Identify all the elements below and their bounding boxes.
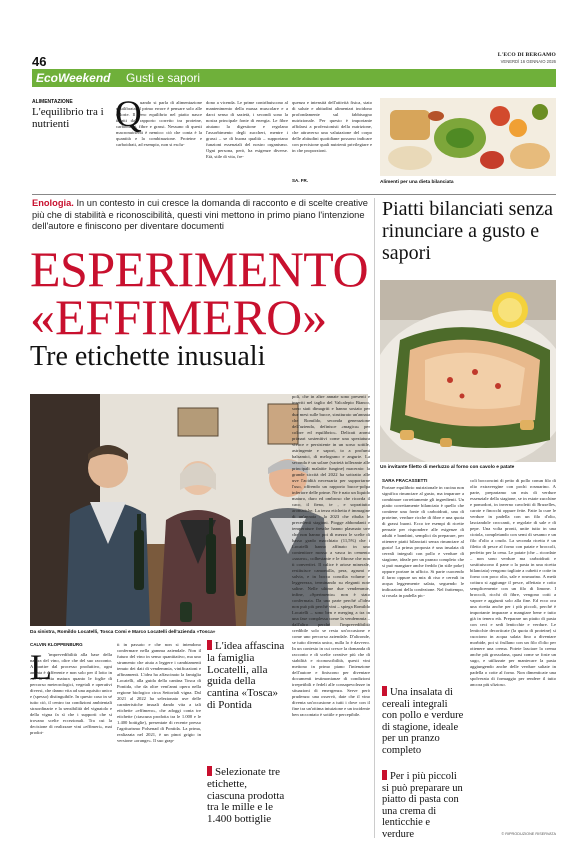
sidebar-col-3: quenza e intensità dell'attività fisica, stato di salute e abitudini alimentari incidono profondamente sul fabbisogno nutrizionale. Per questo è importante affidarsi a professionisti della nutrizione, che attraverso una valutazione del corpo delle abitudini quotidiane possono indicare con precisione quali nutrienti privilegiare e in che proporzioni.	[292, 100, 372, 153]
section-brand: EcoWeekend	[36, 71, 111, 85]
wine-col-2: ti in passato e che non si intendono confermare nella gamma aziendale. Non il futuro del vino in senso quantitativo, ma uno strumento che aiuta a leggere i cambiamenti tenuto dei dati di vendemmia, vinificazioni e affinamenti. L'idea ha affascinato la famiglia Locatelli, alla guida della cantina Tosca di Pontida, che da oltre vent'anni opera nella regione biologico circa Settoriali vigna. Dal 2021 al 2022 ha selezionato uve delle caratteristiche insuali dando vita a tali etichette «effimero», che adoggi conta tre etichette (ciascuna prodotta tra le 1.000 e le 1.400 bottiglie), presentate di recente presso l'agriturismo Polsenad di Pontida. La prima, realizzata nel 2021, è un pinot grigio in versione «orange». Il suo grap-	[117, 642, 201, 743]
top-divider	[32, 194, 556, 195]
sidebar-title: L'equilibrio tra i nutrienti	[32, 106, 104, 130]
fish-pullquote-1: Una insalata di cereali integrali con pollo e verdure di stagione, ideale per un pranzo completo	[382, 687, 464, 756]
pullquote-marker	[207, 640, 212, 650]
sidebar-col-1: uando si parla di alimentazione equilibrata, il primo errore è pensare solo alle calorie. Il vero equilibrio nel piatto nasce infatti dal rapporto corretto tra proteine, carboidrati, fibre e grassi. Nessuno di questi macronutrienti è nemico: ciò che conta è la quantità e la combinazione. Proteine e carboidrati, ad esempio, non si esclu-	[116, 100, 202, 147]
pullquote-marker	[207, 766, 212, 776]
sidebar-dropcap: Q	[115, 94, 142, 135]
fish-dish-illustration	[380, 280, 556, 462]
copyright-footer: © RIPRODUZIONE RISERVATA	[501, 832, 556, 836]
fish-col-2: coli bocconcini di petto di pollo conun filo di olio extravergine con pochi rosmarino. A parte, prepariamo un mix di verdure essenziale della stagione, se in estate zucchine e pomodori, in inverno cavoletti di Bruxelles, carote e finocchi oppure fette. Fatte la cure le verdure in padella con un filo d'olio, lasciandole croccanti, e regolate di sale e di pepe. Una volta pronti, unite tutto in una ciotola, completando con semi di sesamo e un filo d'olio a crudo. La seconda ricetta è un filetto di pesce al forno con patate e broccoli, perfetto per la cena. Le patate (che – ricordate – non sono verdure ma carboidrati e sostituiscono il pane o la pasta in una ricetta bilanciata) vengono tagliate a cubetti e cotte in forno con poco olio, sale e rosmarino. A metà cottura si aggiunge il pesce, affettato e cotto semplicemente con un filo di limone. I broccoli, ricchi di fibre, vengono cotti a vapore e aggiunti solo alla fine. Ed ecco ora una ricetta anche per i più piccoli, perché è importante imparare a mangiare bene e tutto già in tenera età. Preparare un piatto di pasta con ceci e sedi lenticchie e verdure. Le lenticchie decorticate (la quota di proteine) si cuociono in acqua salata fino a diventare morbide, poi si frullano con un filo d'olio per ottenere una crema. Potete lasciare la crema anche più grossolana, quasi come se foste un sugo, e utilizzate per mantecare la pasta aggiungendo anche delle verdure saltate in padella o cotte al forno. Non dimenticate una spolverata di formaggio per rendere il tutto ancora più sfizioso.	[470, 478, 556, 687]
wine-byline: CALVIN KLOPPENBURG	[30, 642, 83, 647]
wine-col-3: poli, che in altre annate sono presenti e inseriti nel taglio del Valcalepio Bianco, sono stati dimagriti e hanno sostato per due mesi sulle bucce, strutturato un'annata che Romildo, seconda generazione dell'azienda, definisce «magica» per colore ed equilibrio». Delicati aromi primari sostenitivi come una speziatura vivace e persistente in un sorso sottile, astringente e sapori, to a profumi balsamici, di melograno e angurie. La seconda è un solare (varietà tollerante alle principali malattie fungine) macerato: la grande siccità del 2022 ha sottratto alle uve l'acidità necessaria per supportarne l'uso, offrendo un rapporto bucce-polpa inferiore delle prime. Ne è nato un liquido maturo, duro ed ombroso che ricorda il caco, il fieno, te , e soprattutto aromatiche. La terza etichetta è immagine di un'annata : la 2023 che ribalta le precedenti stagioni. Piogge abbondanti e temperature fresche hanno plasmato uve che non hanno poi di mezzo le scelte di basso grado macchiato (11,5%) che i Locatelli hanno affinato in uno contenitore mosso a vasca in cemento «suuvo», colbestante e le fibrose che non ti convertivi. Il calice è ariose minerale, restituisce camomilla, pera, agrumi e salvia, e in bocca concilia volume e leggerezza, terminando su eleganti note saline. Nelle ultime due vendemmie, infine, «Sperimento» non è stato confermata. Da una parte perché «l'idea non può più perché vini – spiega Romildo Locatelli – sono ben e merging a tra in una fase complessa come la vendemmia – dall'altro perché l'imprevedibilità credibile solo se resta un'occasione e come uno percorso aziendale. D'altronde, se tutto diventa unico, nulla lo è davvero. In un contesto in cui cresce la domanda di racconto e di scelte creative più che di stabilità e riconoscibilità, questi vini mettono in primo piano l'intenzione dell'autore e finiscono per diventare documenti testimonianze di condizioni irrepetibili e fedeli alle consapevolezze in situazioni di emergenza. Serve però prudenza: una osservò, date che il vino diventa un'occasione a tutti i dove con il fine tra un'ottima intuizione e un incidente ben raccontato è sottile e percepibile.	[292, 394, 370, 717]
fish-headline: Piatti bilanciati senza rinunciare a gusto e sapori	[382, 198, 554, 264]
fish-col-1: Portare equilibrio nutrizionale in cucina non significa rinunciare al gusto, ma imparare a combinare correttamente gli ingredienti. Un piatto correttamente bilanciato è quello che contiene una fonte di carboidrati, una di proteine, verdure ricche di fibre e una quota di grassi buoni. Ecco tre esempi di ricette pensate per rispondere alle esigenze di adulti e bambini, semplici da preparare, per ottenere piatti bilanciati senza rinunciare al gusto! La prima proposta è una insalata di cereali integrali con pollo e verdure di stagione, ideale per un pranzo completo che si può mangiare anche freddo (in stile poke) oppure portare in ufficio. Si parte cuocendo il farro oppure un mix di riso e cereali in acqua leggermente salata, seguendo le indicazioni della confezione. Nel frattempo, si rosola in padella pic-	[382, 485, 464, 598]
wine-headline-line2: «EFFIMERO»	[30, 289, 328, 345]
pullquote-marker	[382, 770, 387, 780]
section-bar	[32, 69, 556, 87]
wine-pullquote-1: L'idea affascina la famiglia Locatelli, alla guida della cantina «Tosca» di Pontida	[207, 640, 285, 711]
pullquote-marker	[382, 686, 387, 696]
wine-subheadline: Tre etichette inusuali	[30, 341, 266, 372]
wine-summary	[32, 198, 368, 233]
page-number: 46	[32, 54, 47, 69]
section-name: Gusti e sapori	[126, 71, 201, 85]
publication-name: L'ECO DI BERGAMO	[497, 52, 556, 58]
right-column-divider	[374, 198, 375, 838]
balanced-diet-caption: Alimenti per una dieta bilanciata	[380, 180, 454, 185]
wine-summary-text: In un contesto in cui cresce la domanda di racconto e di scelte creative più che di stabilità e riconoscibilità, questi vini mettono in primo piano l'intenzione dell'autore e finiscono per diventare documenti	[32, 198, 368, 231]
wine-headline-line1: ESPERIMENTO	[30, 241, 369, 297]
balanced-diet-illustration	[380, 98, 556, 176]
wine-photo-caption: Da sinistra, Romildo Locatelli, Tosca Comi e Marco Locatelli dell'azienda «Tosca»	[30, 630, 216, 635]
publication-date: VENERDÌ 16 GENNAIO 2026	[500, 59, 556, 64]
sidebar-col-2: dono a vicenda. Le prime contribuiscono al mantenimento della massa muscolare e a darci senso di sazietà, i secondi sono la nostra principale fonte di energia. Le fibre aiutano la digestione e regolano l'assorbimento degli zuccheri, mentre i grassi – se di buona qualità – supportano funzioni essenziali del nostro organismo. Ogni persona, però, ha esigenze diverse. Età, stile di vita, fre-	[206, 100, 288, 159]
fish-photo-caption: Un invitante filetto di merluzzo al forno con cavolo e patate	[380, 465, 515, 470]
wine-dropcap: L	[30, 647, 52, 687]
wine-summary-kicker: Enologia.	[32, 198, 74, 208]
sidebar-kicker: ALIMENTAZIONE	[32, 99, 73, 105]
wine-col-1: 'imprevedibilità alla base della natura del vino, oltre che del suo racconto. A partire dal processo produttivo, ogni annata è differente e non solo per il lotto in cui la vetta matura quanto le foglie di percorso meteorologici, vegetali e operativi diversi, che danno vita ad una aquisito unico e (spesso) distinguibile. In questo caso in sé tutto ciò, il centro tra condizioni ambientali straordinarie e la sensibilità del vignaiolo e della vigna fa sì che i supporti che si trovano scelte eccezionali. Tra cui la decisione di realizzare vini «effimeri», mai prodot-	[30, 652, 112, 735]
wine-pullquote-2: Selezionate tre etichette, ciascuna prodotta tra le mille e le 1.400 bottiglie	[207, 766, 285, 826]
sidebar-signature: SA. FR.	[292, 178, 309, 183]
fish-dish-photo	[380, 280, 556, 462]
fish-byline: SARA FRACASSETTI	[382, 478, 428, 483]
balanced-diet-photo	[380, 98, 556, 176]
fish-pullquote-2: Per i più piccoli si può preparare un piatto di pasta con una crema di lenticchie e verdure	[382, 771, 463, 840]
